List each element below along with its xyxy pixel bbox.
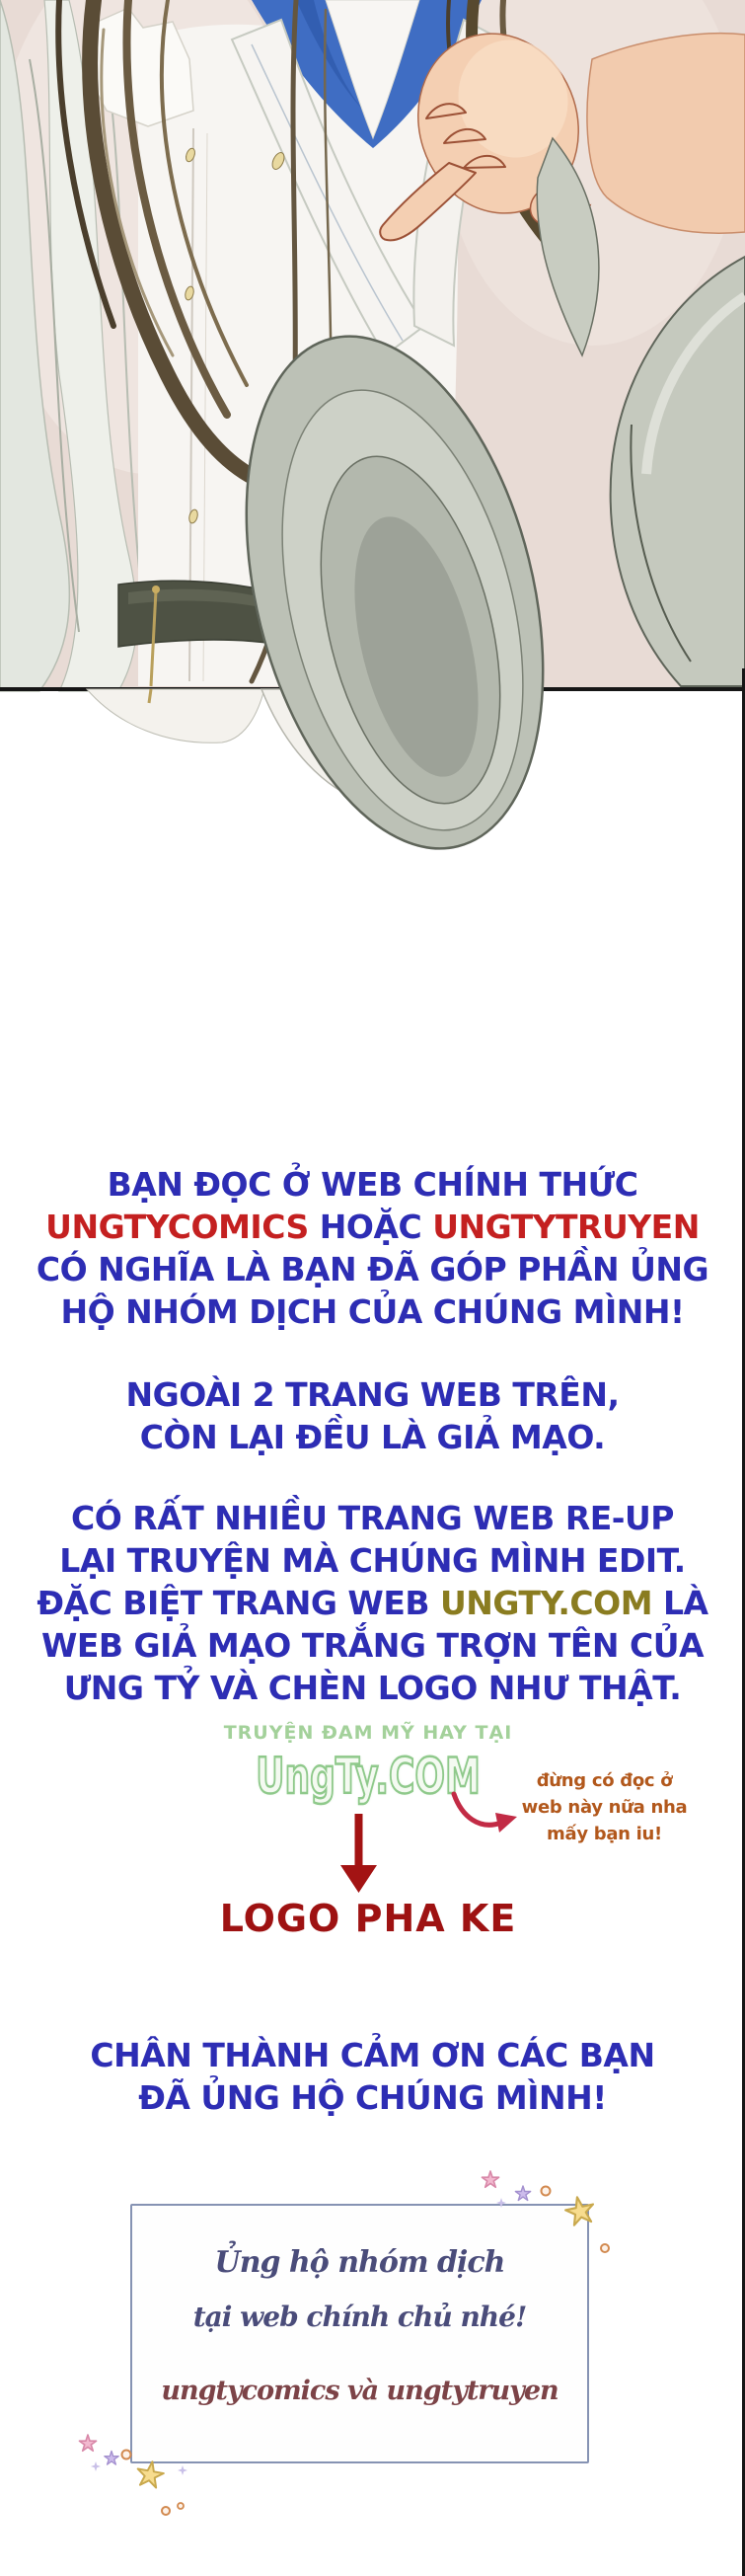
fake-logo-tagline: TRUYỆN ĐAM MỸ HAY TẠI (223, 1722, 513, 1744)
thanks-block (0, 2034, 745, 2119)
notice-line: CÒN LẠI ĐỀU LÀ GIẢ MẠO. (139, 1418, 606, 1456)
notice-line: CÓ RẤT NHIỀU TRANG WEB RE-UP (71, 1499, 674, 1537)
thanks-line: CHÂN THÀNH CẢM ƠN CÁC BẠN (90, 2036, 655, 2074)
notice-segment: ĐẶC BIỆT TRANG WEB (37, 1584, 441, 1622)
fake-logo-brand-text: UngTy.COM (256, 1748, 481, 1805)
notice-line: BẠN ĐỌC Ở WEB CHÍNH THỨC (107, 1165, 638, 1204)
side-note-line: mấy bạn iu! (547, 1824, 662, 1844)
star-decoration-bottom (59, 2429, 207, 2523)
notice-line: WEB GIẢ MẠO TRẮNG TRỢN TÊN CỦA (40, 1626, 705, 1665)
site-name-ungty-com: UNGTY.COM (440, 1584, 653, 1622)
notice-conjunction: HOẶC (308, 1208, 433, 1246)
notice-segment: LÀ (652, 1584, 708, 1622)
notice-line (0, 1206, 745, 1248)
side-note-line: web này nữa nha (521, 1797, 688, 1818)
side-note-line: đừng có đọc ở (536, 1770, 673, 1791)
site-name-ungtycomics: UNGTYCOMICS (45, 1208, 309, 1246)
down-arrow-icon (335, 1814, 385, 1895)
support-box-line: Ủng hộ nhóm dịch (214, 2245, 505, 2280)
manhua-illustration (0, 0, 745, 859)
notice-block-fake-warning (0, 1373, 745, 1458)
star-decoration-top (474, 2167, 622, 2261)
support-box-sites: ungtycomics và ungtytruyen (161, 2376, 559, 2406)
support-box-line: tại web chính chủ nhé! (192, 2301, 527, 2333)
notice-line: LẠI TRUYỆN MÀ CHÚNG MÌNH EDIT. (59, 1541, 686, 1580)
side-note (513, 1767, 696, 1847)
notice-block-official-web (0, 1163, 745, 1333)
notice-line: HỘ NHÓM DỊCH CỦA CHÚNG MÌNH! (60, 1292, 685, 1331)
site-name-ungtytruyen: UNGTYTRUYEN (432, 1208, 700, 1246)
fake-logo-label: LOGO PHA KE (219, 1897, 517, 1940)
notice-block-reup-warning (0, 1497, 745, 1709)
notice-line: CÓ NGHĨA LÀ BẠN ĐÃ GÓP PHẦN ỦNG (36, 1250, 709, 1288)
notice-line: ƯNG TỶ VÀ CHÈN LOGO NHƯ THẬT. (63, 1669, 682, 1707)
notice-line: NGOÀI 2 TRANG WEB TRÊN, (125, 1375, 620, 1414)
notice-line (0, 1582, 745, 1624)
thanks-line: ĐÃ ỦNG HỘ CHÚNG MÌNH! (138, 2078, 607, 2117)
